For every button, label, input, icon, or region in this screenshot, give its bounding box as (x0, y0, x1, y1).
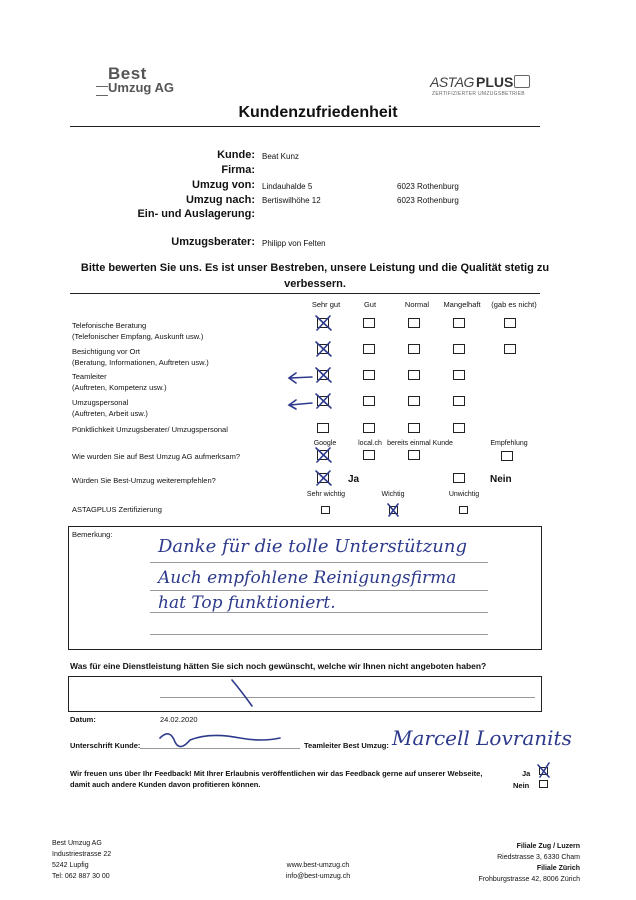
checkbox-puenktlichkeit-mangelhaft[interactable] (453, 423, 465, 433)
row-title: Teamleiter (72, 372, 107, 381)
branch1-address: Riedstrasse 3, 6330 Cham (497, 854, 580, 861)
col-mangelhaft: Mangelhaft (443, 300, 481, 309)
von-label: Umzug von: (192, 179, 255, 191)
footer-street: Industriestrasse 22 (52, 851, 112, 858)
checkbox-source-google[interactable] (317, 450, 329, 460)
remarks-handwritten-1: Danke für die tolle Unterstützung (158, 536, 467, 557)
logo-line2: Umzug AG (108, 80, 174, 95)
kunde-label: Kunde: (217, 149, 255, 161)
logo-lines-icon (96, 86, 108, 96)
remarks-line (150, 590, 488, 591)
consent-text (70, 768, 482, 790)
wish-question: Was für eine Dienstleistung hätten Sie sich noch gewünscht, welche wir Ihnen nicht angeboten haben? (70, 661, 487, 671)
source-google: Google (313, 440, 337, 447)
footer-city: 5242 Lupfig (52, 862, 89, 869)
row-puenktlichkeit-label (72, 424, 228, 435)
checkbox-telefon-gut[interactable] (363, 318, 375, 328)
checkbox-personal-gut[interactable] (363, 396, 375, 406)
checkbox-besichtigung-gut[interactable] (363, 344, 375, 354)
checkbox-telefon-nicht[interactable] (504, 318, 516, 328)
recommend-nein-label: Nein (490, 474, 512, 485)
berater-label: Umzugsberater: (171, 236, 255, 248)
cert-sehr-wichtig: Sehr wichtig (306, 491, 346, 498)
branch1-title: Filiale Zug / Luzern (516, 843, 580, 850)
checkbox-personal-normal[interactable] (408, 396, 420, 406)
intro-rule (70, 293, 540, 294)
lager-label: Ein- und Auslagerung: (137, 208, 255, 220)
branch2-title: Filiale Zürich (536, 865, 580, 872)
branch2-address: Frohburgstrasse 42, 8006 Zürich (478, 876, 580, 883)
checkbox-puenktlichkeit-sehr-gut[interactable] (317, 423, 329, 433)
row-title: Pünktlichkeit Umzugsberater/ Umzugspersonal (72, 425, 228, 434)
signature-label: Unterschrift Kunde: (70, 741, 141, 750)
col-gab-es-nicht: (gab es nicht) (491, 300, 537, 309)
checkbox-source-empfehlung[interactable] (501, 451, 513, 461)
consent-line1: Wir freuen uns über Ihr Feedback! Mit Ihrer Erlaubnis veröffentlichen wir das Feedback gerne auf unserer Webseite, (70, 769, 483, 778)
row-sub: (Auftreten, Kompetenz usw.) (72, 383, 167, 392)
remarks-line (150, 634, 488, 635)
wish-box[interactable] (68, 676, 542, 712)
signature-icon (160, 734, 280, 747)
cert-logo-sub: ZERTIFIZIERTER UMZUGSBETRIEB (432, 91, 525, 97)
checkbox-source-local[interactable] (363, 450, 375, 460)
cert-unwichtig: Unwichtig (448, 491, 480, 498)
checkbox-besichtigung-nicht[interactable] (504, 344, 516, 354)
astag-plus-logo (430, 74, 536, 100)
date-label: Datum: (70, 715, 96, 724)
von-street: Lindauhalde 5 (262, 182, 313, 191)
row-sub: (Auftreten, Arbeit usw.) (72, 409, 148, 418)
source-question: Wie wurden Sie auf Best Umzug AG aufmerksam? (72, 452, 240, 461)
recommend-question: Würden Sie Best-Umzug weiterempfehlen? (72, 476, 216, 485)
row-teamleiter-label (72, 371, 167, 393)
kunde-value: Beat Kunz (262, 152, 299, 161)
footer-web-link[interactable]: www.best-umzug.ch (286, 862, 350, 869)
footer-address (52, 838, 111, 882)
checkbox-besichtigung-mangelhaft[interactable] (453, 344, 465, 354)
checkbox-consent-ja[interactable] (539, 767, 548, 775)
cert-logo-line1: ASTAG (430, 74, 474, 90)
von-city: 6023 Rothenburg (397, 182, 459, 191)
consent-yes-label: Ja (522, 769, 531, 778)
checkbox-teamleiter-mangelhaft[interactable] (453, 370, 465, 380)
cert-label: ASTAGPLUS Zertifizierung (72, 505, 162, 514)
arrow-left-icon (289, 400, 312, 409)
col-normal: Normal (404, 300, 430, 309)
cert-logo-line2: PLUS (476, 74, 514, 90)
remarks-handwritten-2: Auch empfohlene Reinigungsfirma (158, 568, 457, 588)
checkbox-telefon-sehr-gut[interactable] (317, 318, 329, 328)
row-sub: (Beratung, Informationen, Auftreten usw.) (72, 358, 209, 367)
checkbox-consent-nein[interactable] (539, 780, 548, 788)
footer-branches (410, 841, 580, 885)
row-title: Telefonische Beratung (72, 321, 147, 330)
footer-email-link[interactable]: info@best-umzug.ch (285, 873, 351, 880)
checkbox-personal-sehr-gut[interactable] (317, 396, 329, 406)
remarks-handwritten-3: hat Top funktioniert. (158, 593, 336, 613)
checkbox-teamleiter-gut[interactable] (363, 370, 375, 380)
berater-value: Philipp von Felten (262, 239, 326, 248)
checkbox-cert-wichtig[interactable] (389, 506, 398, 514)
consent-no-label: Nein (513, 781, 530, 790)
checkbox-puenktlichkeit-gut[interactable] (363, 423, 375, 433)
firma-label: Firma: (221, 164, 255, 176)
checkbox-puenktlichkeit-normal[interactable] (408, 423, 420, 433)
col-gut: Gut (363, 300, 377, 309)
teamleader-handwritten: Marcell Lovranits (392, 726, 572, 750)
recommend-ja-label: Ja (348, 474, 360, 485)
source-empfehlung: Empfehlung (490, 440, 528, 447)
checkbox-besichtigung-normal[interactable] (408, 344, 420, 354)
page-title: Kundenzufriedenheit (238, 104, 398, 121)
row-title: Umzugspersonal (72, 398, 129, 407)
wish-line (160, 697, 535, 698)
teamleader-label: Teamleiter Best Umzug: (304, 741, 389, 750)
col-sehr-gut: Sehr gut (311, 300, 341, 309)
signature-line (140, 748, 300, 749)
best-umzug-logo (96, 64, 184, 102)
truck-icon (514, 75, 530, 88)
cert-wichtig: Wichtig (381, 491, 405, 498)
intro-text: Bitte bewerten Sie uns. Es ist unser Bestreben, unsere Leistung und die Qualität stetig zu verbessern. (80, 262, 550, 290)
checkbox-telefon-mangelhaft[interactable] (453, 318, 465, 328)
footer-company: Best Umzug AG (52, 840, 102, 847)
title-rule (70, 126, 540, 127)
source-kunde: bereits einmal Kunde (387, 440, 453, 447)
checkbox-recommend-ja[interactable] (317, 473, 329, 483)
remarks-label: Bemerkung: (72, 530, 113, 539)
row-besichtigung-label (72, 346, 209, 368)
source-local: local.ch (358, 440, 382, 447)
date-value: 24.02.2020 (160, 715, 198, 724)
row-telefon-label (72, 320, 203, 342)
footer-phone: Tel: 062 887 30 00 (52, 873, 110, 880)
checkbox-source-kunde[interactable] (408, 450, 420, 460)
logo-line1: Best (108, 64, 147, 83)
checkbox-besichtigung-sehr-gut[interactable] (317, 344, 329, 354)
checkbox-cert-sehr-wichtig[interactable] (321, 506, 330, 514)
row-sub: (Telefonischer Empfang, Auskunft usw.) (72, 332, 204, 341)
checkbox-cert-unwichtig[interactable] (459, 506, 468, 514)
checkbox-teamleiter-normal[interactable] (408, 370, 420, 380)
checkbox-teamleiter-sehr-gut[interactable] (317, 370, 329, 380)
row-title: Besichtigung vor Ort (72, 347, 140, 356)
consent-line2: damit auch andere Kunden davon profitieren können. (70, 780, 261, 789)
remarks-line (150, 562, 488, 563)
nach-street: Bertiswilhöhe 12 (262, 196, 321, 205)
checkbox-recommend-nein[interactable] (453, 473, 465, 483)
arrow-left-icon (289, 373, 312, 383)
checkbox-personal-mangelhaft[interactable] (453, 396, 465, 406)
footer-web (268, 860, 368, 882)
row-personal-label (72, 397, 148, 419)
checkbox-telefon-normal[interactable] (408, 318, 420, 328)
nach-city: 6023 Rothenburg (397, 196, 459, 205)
nach-label: Umzug nach: (185, 194, 255, 206)
